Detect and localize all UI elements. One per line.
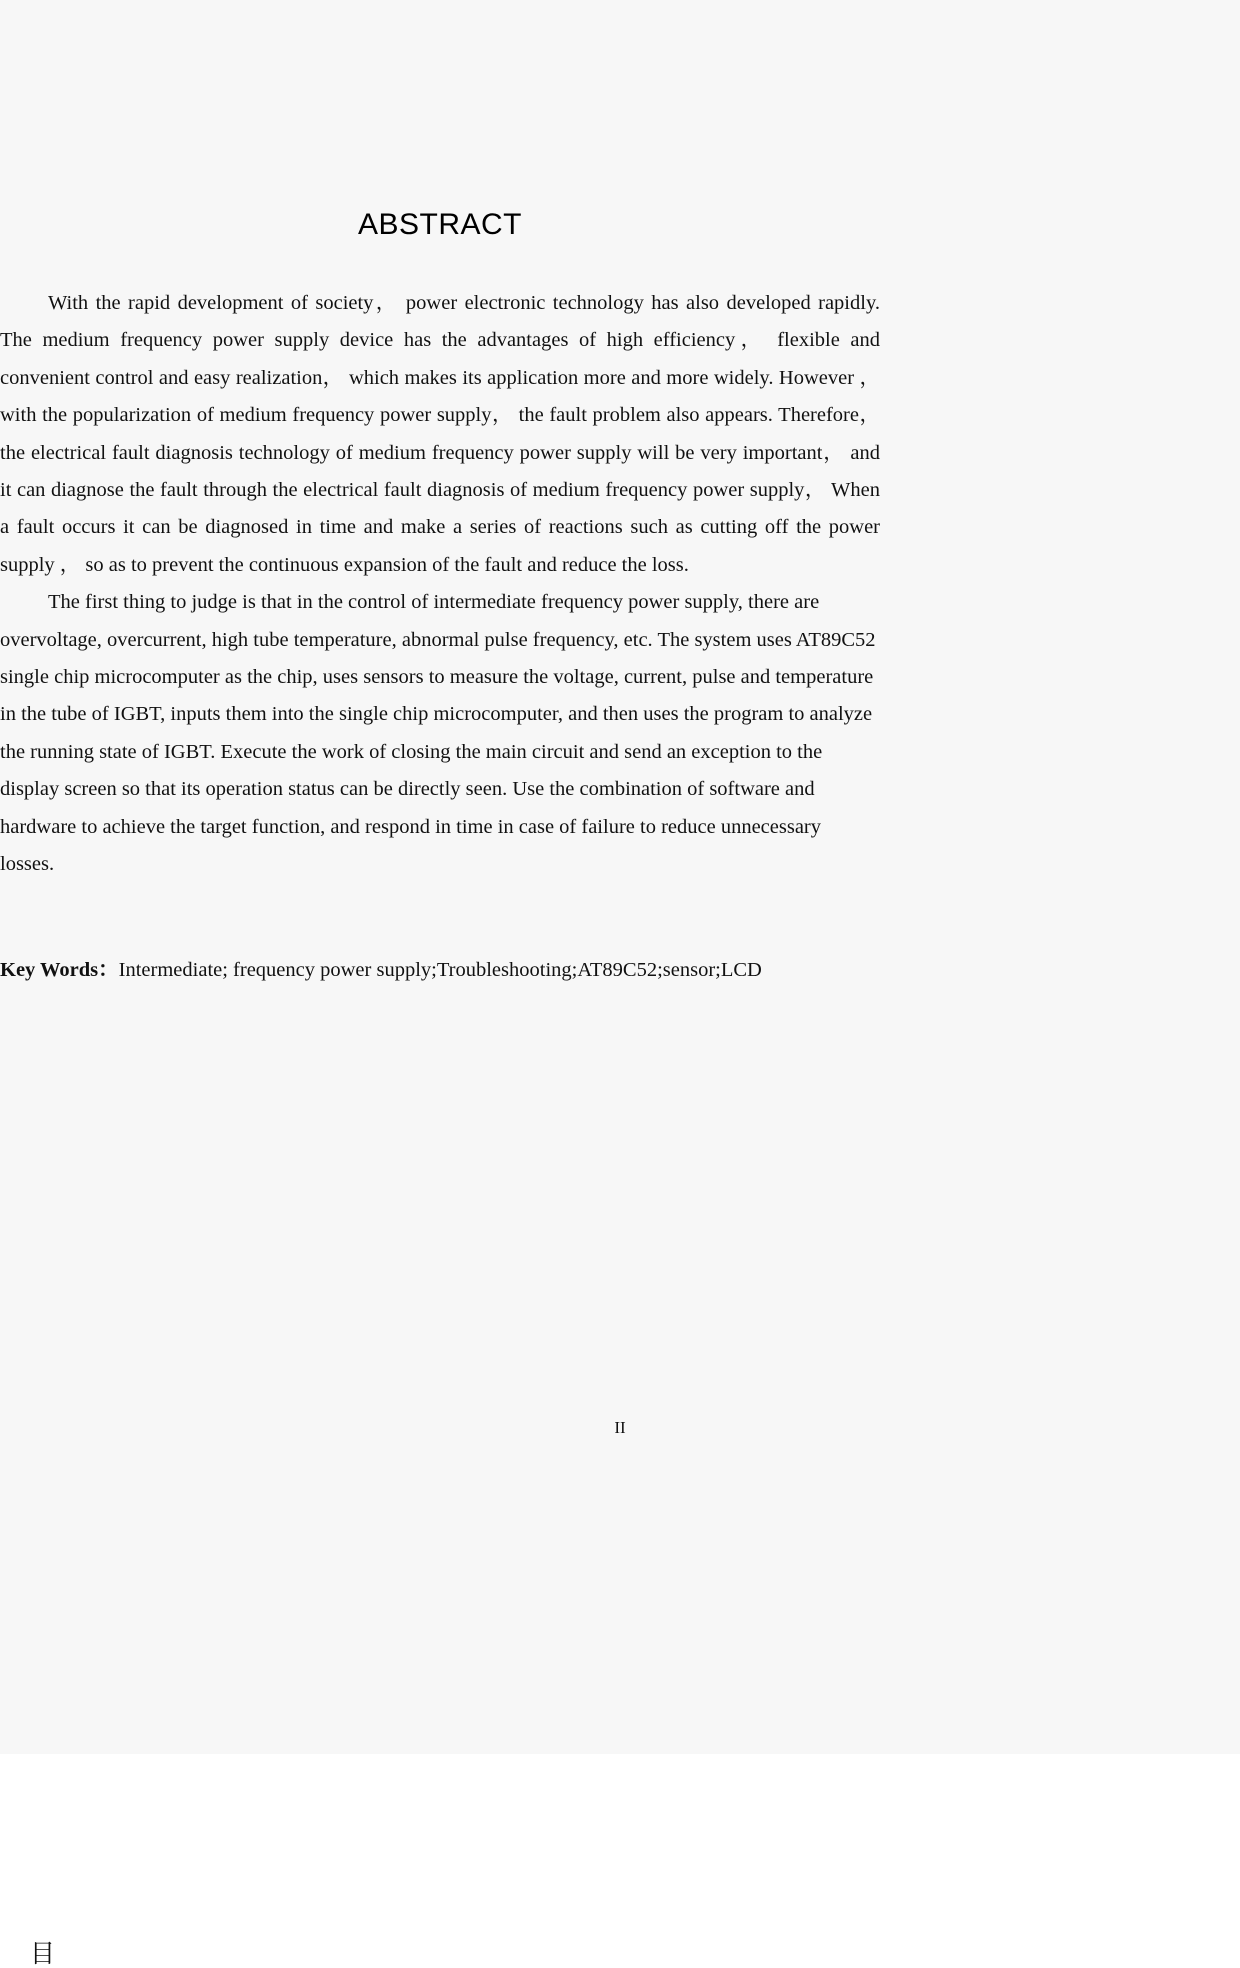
abstract-paragraph-2: The first thing to judge is that in the control of intermediate frequency power supply, there are overvoltage, overcurrent, high tube temperature, abnormal pulse frequency, etc. The system uses AT89C52 single chip microcomputer as the chip, uses sensors to measure the voltage, current, pulse and temperature in the tube of IGBT, inputs them into the single chip microcomputer, and then uses the program to analyze the running state of IGBT. Execute the work of closing the main circuit and send an exception to the display screen so that its operation status can be directly seen. Use the combination of software and hardware to achieve the target function, and respond in time in case of failure to reduce unnecessary losses. — [0, 591, 876, 876]
abstract-paragraph-1: With the rapid development of society， power electronic technology has also developed rapidly. The medium frequency power supply device has the advantages of high efficiency， flexible and convenient control and easy realization， which makes its application more and more widely. However ， with the popularization of medium frequency power supply， the fault problem also appears. Therefore， the electrical fault diagnosis technology of medium frequency power supply will be very important， and it can diagnose the fault through the electrical fault diagnosis of medium frequency power supply， When a fault occurs it can be diagnosed in time and make a series of reactions such as cutting off the power supply ， so as to prevent the continuous expansion of the fault and reduce the loss. — [0, 292, 880, 576]
keywords-label: Key Words： — [0, 959, 119, 981]
abstract-body — [0, 285, 880, 884]
page-title: ABSTRACT — [357, 208, 523, 241]
page-number: II — [614, 1418, 626, 1437]
stray-cjk-character: 目 — [30, 1939, 56, 1968]
keywords-value: Intermediate; frequency power supply;Troubleshooting;AT89C52;sensor;LCD — [118, 959, 762, 981]
